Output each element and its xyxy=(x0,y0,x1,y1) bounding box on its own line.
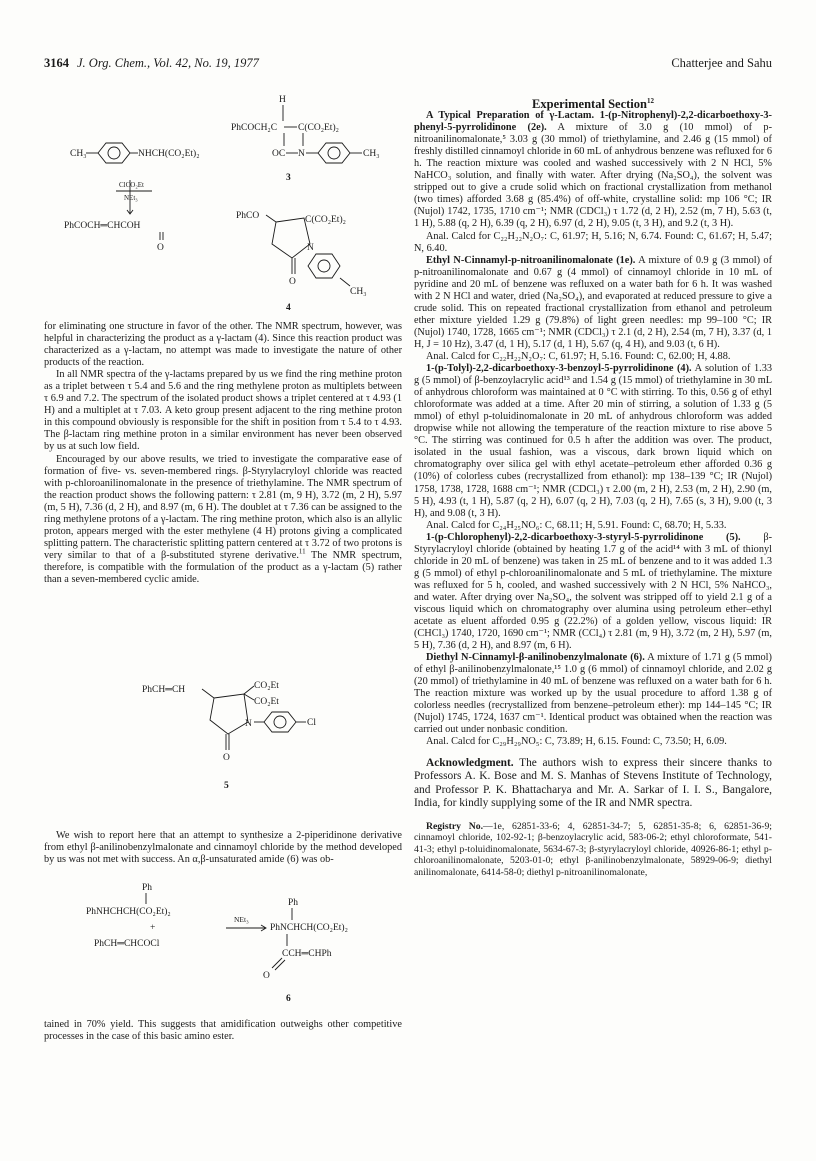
acknowledgment xyxy=(414,757,772,811)
experimental-heading xyxy=(414,98,772,110)
paragraph-3 xyxy=(44,454,402,587)
n-atom-label: N xyxy=(298,149,305,159)
acknowledgment-title: Acknowledgment. xyxy=(426,756,514,769)
ph-top-label: Ph xyxy=(142,883,153,893)
paragraph-5: tained in 70% yield. This suggests that amidification outweighs other competitive processes in the case of this basic amino ester. xyxy=(44,1019,402,1043)
styryl-label: PhCH═CH xyxy=(142,685,186,695)
analysis-1e: Anal. Calcd for C₂₂H₂₂N₂O₇: C, 61.97; H, 5.16. Found: C, 62.00; H, 4.88. xyxy=(426,350,731,362)
experiment-4-body: A solution of 1.33 g (5 mmol) of β-benzoylacrylic acid¹³ and 1.54 g (15 mmol) of triethylamine in 30 mL of anhydrous chloroform was maintained at 0 °C with stirring. To this, 0.56 g of ethyl chloroformate was added at a time. After 20 min of stirring, a solution of 1.33 g (5 mmol) of ethyl p-toluidinomalonate in 20 mL of anhydrous chloroform was added dropwise while not allowing the temperature of the reaction mixture to rise above 5 °C. The stirring was continued for 0.5 h after the addition was over. The product, isolated in the usual fashion, was a viscous, dark brown liquid which on chromatography over silica gel with ethyl acetate–petroleum ether afforded 0.36 g (10%) of colorless cubes (recrystallized from ethanol): mp 138–139 °C; IR (Nujol) 1758, 1738, 1728, 1688 cm⁻¹; NMR (CDCl₃) τ 2.00 (m, 2 H), 2.53 (m, 2 H), 2.90 (m, 5 H), 4.93 (t, 1 H), 5.87 (q, 2 H), 6.07 (q, 2 H), 7.03 (q, 2 H), 7.65 (s, 3 H), 9.00 (t, 3 H), and 9.08 (t, 3 H). xyxy=(414,363,772,519)
compound-number-6: 6 xyxy=(286,994,291,1004)
reagent-chloroformate: ClCO₂Et xyxy=(119,181,144,189)
product-amine: PhNCHCH(CO₂Et)₂ xyxy=(270,923,348,933)
product-cinnamoyl: CCH═CHPh xyxy=(282,949,332,959)
scheme-4-structure xyxy=(60,178,400,316)
experiment-5-body: β-Styrylacryloyl chloride (obtained by heating 1.7 g of the acid¹⁴ with 3 mL of thionyl chloride in 20 mL of benzene) was taken in 25 mL of benzene and to it was added 1.3 g (5 mmol) of ethyl p-chloroanilinomalonate and 5 mL of triethylamine. The mixture was refluxed for 5 h, cooled, and washed successively with 2 N HCl, 5% NaHCO₃, and water. After drying over Na₂SO₄, the solvent was stripped off to yield 2.1 g of a viscous liquid which on chromatography over alumina using petroleum ether–ethyl acetate as eluent afforded 0.95 g (22.2%) of a golden yellow, viscous liquid: IR (CHCl₃) 1740, 1720, 1690 cm⁻¹; NMR (CCl₄) τ 2.81 (m, 9 H), 3.72 (m, 2 H), 5.97 (m, 5 H), 7.36 (d, 2 H), and 8.97 (m, 6 H). xyxy=(414,531,772,652)
experiment-1e-title: Ethyl N-Cinnamyl-p-nitroanilinomalonate (1e). xyxy=(426,254,636,266)
ester-label-2: CO₂Et xyxy=(254,697,279,707)
carbonyl-o-4: O xyxy=(289,277,296,287)
analysis-2e: Anal. Calcd for C₂₂H₂₂N₂O₇: C, 61.97; H, 5.16; N, 6.74. Found: C, 61.67; H, 5.47; N, 6.40. xyxy=(414,230,772,254)
right-column-text xyxy=(414,98,772,878)
experiment-1e xyxy=(414,255,772,351)
experiment-2e-body: A mixture of 3.0 g (10 mmol) of p-nitroanilinomalonate,⁵ 3.03 g (30 mmol) of triethylamine, and 2.46 g (15 mmol) of freshly distilled cinnamoyl chloride in 60 mL of anhydrous benzene was refluxed for 6 h. The reaction mixture was cooled and washed successively with 2 N HCl, 5% NaHCO₃ solution, and finally with water. After drying (Na₂SO₄), the solvent was stripped out to give a crude solid which on fractional crystallization from methanol (two times) afforded 3.68 g (85.4%) of off-white, crystalline solid: mp 106 °C; IR (Nujol) 1742, 1735, 1710 cm⁻¹; NMR (CDCl₃) τ 1.72 (d, 2 H), 2.52 (m, 7 H), 5.63 (t, 1 H), 5.88 (q, 2 H), 6.39 (q, 2 H), 6.97 (d, 2 H), 9.05 (t, 3 H), and 9.2 (t, 3 H). xyxy=(414,122,772,230)
running-header xyxy=(44,56,772,74)
h-atom-label: H xyxy=(279,95,286,105)
experiment-5-title: 1-(p-Chlorophenyl)-2,2-dicarboethoxy-3-styryl-5-pyrrolidinone (5). xyxy=(426,531,741,543)
amide-o-label: O xyxy=(263,971,270,981)
phco-label: PhCO xyxy=(236,211,260,221)
experiment-4-title: 1-(p-Tolyl)-2,2-dicarboethoxy-3-benzoyl-5-pyrrolidinone (4). xyxy=(426,363,692,375)
experiment-4 xyxy=(414,363,772,520)
page-number: 3164 xyxy=(44,56,69,70)
n-atom-label-5: N xyxy=(245,719,252,729)
author-names: Chatterjee and Sahu xyxy=(671,56,772,70)
scheme-compound-4 xyxy=(60,178,400,316)
experiment-2e-title: A Typical Preparation of γ-Lactam. 1-(p-Nitrophenyl)-2,2-dicarboethoxy-3-phenyl-5-pyrrolidinone (2e). xyxy=(414,110,772,134)
journal-citation: J. Org. Chem., Vol. 42, No. 19, 1977 xyxy=(77,56,259,70)
experiment-1e-body: A mixture of 0.9 g (3 mmol) of p-nitroanilinomalonate and 0.67 g (4 mmol) of cinnamoyl chloride in 10 mL of pyridine and 20 mL of benzene was refluxed on a water bath for 6 h. It was washed with 2 N HCl and water, dried (Na₂SO₄), and evaporated at reduced pressure to give a crude solid. This on repeated fractional crystallization from ethanol and petroleum ether mixture yielded 1.29 g (79.8%) of light green needles: mp 99–100 °C; IR (Nujol) 1740, 1728, 1665 cm⁻¹; NMR (CDCl₃) τ 2.1 (d, 2 H), 2.54 (m, 7 H), 3.37 (d, 1 H, J = 10 Hz), 3.47 (d, 1 H), 5.17 (d, 1 H), 5.67 (q, 4 H), and 9.03 (t, 6 H). xyxy=(414,254,772,350)
section-title: Experimental Section xyxy=(532,97,647,111)
plus-sign: + xyxy=(150,923,156,933)
reference-12: 12 xyxy=(646,96,654,105)
paragraph-1: for eliminating one structure in favor of the other. The NMR spectrum, however, was helpful in characterizing the product as a γ-lactam (4). Since this reaction product was characterized as a γ-lactam, no attempt was made to investigate the nature of other products of the reaction. xyxy=(44,321,402,369)
paragraph-3-text: Encouraged by our above results, we tried to investigate the comparative ease of formation of five- vs. seven-membered rings. β-Styrylacryloyl chloride was reacted with p-chloroanilinomalonate in the presence of triethylamine. The NMR spectrum of the reaction product shows the following pattern: τ 2.81 (m, 9 H), 3.72 (m, 2 H), 5.97 (m, 5 H), 7.36 (d, 2 H), and 8.97 (m, 6 H). The doublet at τ 7.36 can be assigned to the ring methylene protons of a γ-lactam. The ring methine proton, which also is an allylic proton, appears merged with the ester methylene (4 H) protons giving a complicated splitting pattern. The characteristic splitting pattern centered at τ 3.72 of two protons is very similar to that of a β-substituted styrene derivative. xyxy=(44,453,402,561)
ester-label-1: CO₂Et xyxy=(254,681,279,691)
compound-number-3: 3 xyxy=(286,173,291,183)
scheme-compound-3 xyxy=(60,92,400,192)
experiment-5 xyxy=(414,532,772,652)
reference-11: 11 xyxy=(298,547,306,556)
oc-label: OC xyxy=(272,149,286,159)
left-column-text-3 xyxy=(44,1019,402,1043)
phcoch2c-label: PhCOCH₂C xyxy=(231,123,278,133)
paragraph-3-text-end: The NMR spectrum, therefore, is compatible with the formulation of the product as a γ-lactam (5) rather than a seven-membered cyclic amide. xyxy=(44,549,402,585)
ph-product-label: Ph xyxy=(288,898,299,908)
carbonyl-o-5: O xyxy=(223,753,230,763)
left-column-text-1 xyxy=(44,321,402,586)
ch3-label-3: CH₃ xyxy=(363,149,380,159)
experiment-2e xyxy=(414,110,772,230)
scheme-6-structure xyxy=(60,880,400,1020)
scheme-3-structure xyxy=(60,92,400,192)
experiment-6-body: A mixture of 1.71 g (5 mmol) of ethyl β-anilinobenzylmalonate,¹⁵ 1.0 g (6 mmol) of cinnamoyl chloride, and 2.02 g (20 mmol) of triethylamine in 40 mL of benzene was refluxed on a water bath for 6 h. The reaction mixture was worked up by the usual procedure to afford 1.38 g of colorless needles (recrystallized from benzene–petroleum ether): mp 144–145 °C; IR (Nujol) 1745, 1724, 1637 cm⁻¹. Identical product was obtained when the reaction was carried out under nonbasic condition. xyxy=(414,652,772,736)
registry-body: —1e, 62851-33-6; 4, 62851-34-7; 5, 62851-35-8; 6, 62851-36-9; cinnamoyl chloride, 102-92-1; β-benzoylacrylic acid, 583-06-2; ethyl chloroformate, 541-41-3; ethyl p-toluidinomalonate, 5634-67-3; β-styrylacryloyl chloride, 40926-86-1; ethyl p-chloroanilinomalonate, 5203-01-0; ethyl β-anilinobenzylmalonate, 58929-06-9; diethyl anilinomalonate, 6414-58-0; diethyl p-nitroanilinomalonate, xyxy=(414,820,772,878)
registry-title: Registry No. xyxy=(426,820,483,832)
left-column-text-2 xyxy=(44,830,402,866)
experiment-6-title: Diethyl N-Cinnamyl-β-anilinobenzylmalonate (6). xyxy=(426,652,645,664)
ch3-label-4: CH₃ xyxy=(350,287,367,297)
reagent-triethylamine: NEt₃ xyxy=(124,194,138,202)
c-diester-label-4: C(CO₂Et)₂ xyxy=(305,215,346,225)
acid-carbonyl-o: O xyxy=(157,243,164,253)
cl-label: Cl xyxy=(307,718,316,728)
compound-number-4: 4 xyxy=(286,303,291,313)
benzoylacrylic-acid-label: PhCOCH═CHCOH xyxy=(64,221,141,231)
scheme-5-structure xyxy=(140,676,380,806)
reactant-cinnamoyl-chloride: PhCH═CHCOCl xyxy=(94,939,160,949)
reactant-amino-ester: PhNHCHCH(CO₂Et)₂ xyxy=(86,907,171,917)
acknowledgment-body: The authors wish to express their sincere thanks to Professors A. K. Bose and M. S. Manhas of Stevens Institute of Technology, and Professor P. K. Bhattacharya and Mr. A. Sarkar of I. I. S., Bangalore, India, for kindly supplying some of the IR and NMR spectra. xyxy=(414,756,772,810)
compound-number-5: 5 xyxy=(224,781,229,791)
reactant-ch3-label: CH₃ xyxy=(70,149,87,159)
paragraph-2: In all NMR spectra of the γ-lactams prepared by us we find the ring methine proton as a triplet between τ 5.4 and 5.6 and the ring methylene proton as multiplets between τ 6.9 and 7.2. The spectrum of the isolated product shows a triplet centered at τ 4.93 (1 H) and a multiplet at τ 7.03. A keto group present adjacent to the ring methine proton in this compound obviously is responsible for the shift in position from τ 5.4 to τ 4.93. The β-lactam ring methine proton in a similar environment has never been observed by us at such low field. xyxy=(44,369,402,453)
analysis-6: Anal. Calcd for C₂₉H₂₉NO₅: C, 73.89; H, 6.15. Found: C, 73.50; H, 6.09. xyxy=(426,736,727,748)
c-diester-label: C(CO₂Et)₂ xyxy=(298,123,339,133)
scheme-compound-6 xyxy=(60,880,400,1020)
registry-numbers xyxy=(414,821,772,878)
header-left xyxy=(44,56,259,71)
reagent-net3: NEt₃ xyxy=(234,915,249,924)
experiment-6 xyxy=(414,652,772,736)
reactant-nhch-label: NHCH(CO₂Et)₂ xyxy=(138,149,200,159)
analysis-4: Anal. Calcd for C₂₄H₂₅NO₆: C, 68.11; H, 5.91. Found: C, 68.70; H, 5.33. xyxy=(426,519,727,531)
scheme-compound-5 xyxy=(140,676,380,806)
paragraph-4: We wish to report here that an attempt to synthesize a 2-piperidinone derivative from ethyl β-anilinobenzylmalonate and cinnamoyl chloride by the method developed by us was not met with success. An α,β-unsaturated amide (6) was ob- xyxy=(44,830,402,866)
n-atom-label-4: N xyxy=(307,243,314,253)
